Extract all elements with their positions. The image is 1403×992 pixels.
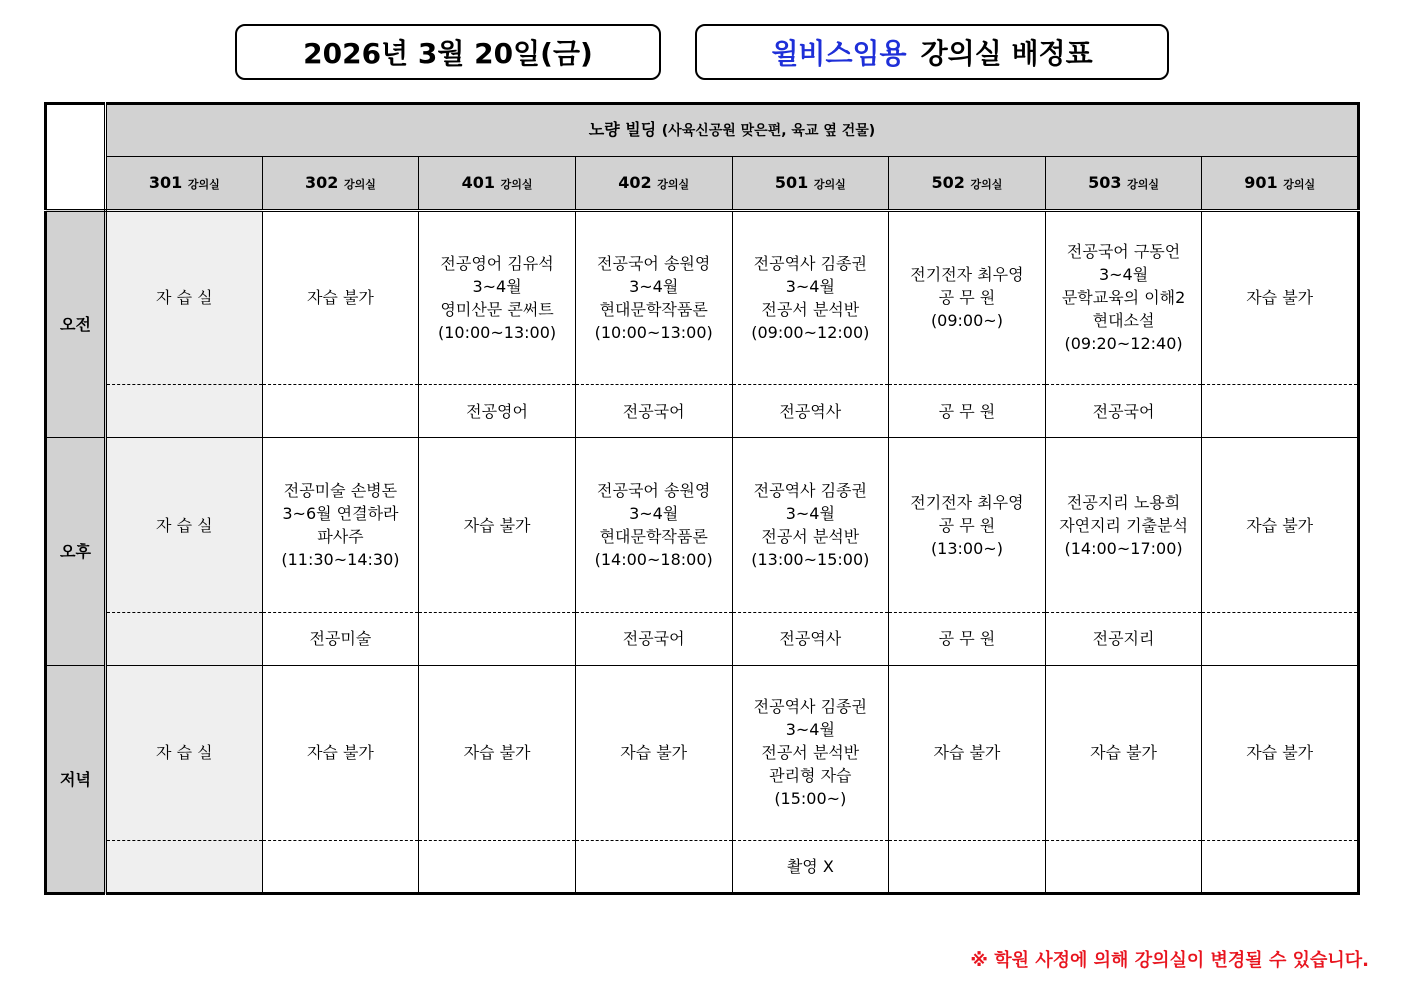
schedule-cell: 전기전자 최우영 공 무 원 (13:00~) bbox=[889, 438, 1046, 612]
schedule-cell: 전공지리 노용희 자연지리 기출분석 (14:00~17:00) bbox=[1045, 438, 1202, 612]
schedule-cell: 전공국어 송원영 3~4월 현대문학작품론 (14:00~18:00) bbox=[575, 438, 732, 612]
room-suffix: 강의실 bbox=[970, 177, 1003, 191]
subject-cell bbox=[106, 612, 263, 665]
subject-cell: 전공역사 bbox=[732, 385, 889, 438]
schedule-cell: 자 습 실 bbox=[106, 210, 263, 384]
building-header bbox=[106, 104, 1359, 157]
subject-cell: 공 무 원 bbox=[889, 385, 1046, 438]
room-suffix: 강의실 bbox=[813, 177, 846, 191]
subject-cell bbox=[106, 385, 263, 438]
room-number: 502 bbox=[931, 172, 965, 192]
subject-cell: 촬영 X bbox=[732, 840, 889, 894]
period-main-row bbox=[46, 210, 1359, 384]
room-suffix: 강의실 bbox=[343, 177, 376, 191]
schedule-cell: 자습 불가 bbox=[1202, 666, 1359, 840]
room-number: 302 bbox=[305, 172, 339, 192]
period-label: 오전 bbox=[46, 210, 106, 438]
schedule-cell: 자습 불가 bbox=[1045, 666, 1202, 840]
building-name: 노량 빌딩 bbox=[588, 120, 657, 140]
schedule-cell: 자습 불가 bbox=[1202, 210, 1359, 384]
schedule-cell: 자습 불가 bbox=[262, 666, 419, 840]
period-label: 오후 bbox=[46, 438, 106, 666]
subject-cell bbox=[1202, 385, 1359, 438]
schedule-cell: 자습 불가 bbox=[262, 210, 419, 384]
room-header-4 bbox=[732, 157, 889, 210]
room-number: 501 bbox=[774, 172, 809, 192]
room-number: 901 bbox=[1244, 172, 1278, 192]
room-suffix: 강의실 bbox=[1127, 177, 1159, 191]
subject-cell: 전공역사 bbox=[732, 612, 889, 665]
room-header-5 bbox=[889, 157, 1046, 210]
brand-name: 윌비스임용 bbox=[771, 37, 907, 70]
subject-cell bbox=[1202, 612, 1359, 665]
schedule-cell: 전공국어 송원영 3~4월 현대문학작품론 (10:00~13:00) bbox=[575, 210, 732, 384]
schedule-cell: 자습 불가 bbox=[1202, 438, 1359, 612]
schedule-cell: 전공역사 김종권 3~4월 전공서 분석반 관리형 자습 (15:00~) bbox=[732, 666, 889, 840]
schedule-cell: 전공역사 김종권 3~4월 전공서 분석반 (09:00~12:00) bbox=[732, 210, 889, 384]
room-header-3 bbox=[575, 157, 732, 210]
subject-cell bbox=[575, 840, 732, 894]
date-title-box bbox=[235, 24, 661, 80]
period-subject-row bbox=[46, 840, 1359, 894]
schedule-date: 2026년 3월 20일(금) bbox=[303, 37, 593, 70]
subject-cell bbox=[419, 840, 576, 894]
room-header-2 bbox=[419, 157, 576, 210]
period-label: 저녁 bbox=[46, 666, 106, 894]
schedule-cell: 자습 불가 bbox=[419, 666, 576, 840]
subject-cell: 전공미술 bbox=[262, 612, 419, 665]
period-subject-row bbox=[46, 612, 1359, 665]
room-header-7 bbox=[1202, 157, 1359, 210]
schedule-cell: 전기전자 최우영 공 무 원 (09:00~) bbox=[889, 210, 1046, 384]
room-number: 503 bbox=[1088, 172, 1122, 192]
schedule-cell: 자 습 실 bbox=[106, 438, 263, 612]
room-header-0 bbox=[106, 157, 263, 210]
subject-cell bbox=[262, 840, 419, 894]
schedule-cell: 전공역사 김종권 3~4월 전공서 분석반 (13:00~15:00) bbox=[732, 438, 889, 612]
subject-cell: 전공국어 bbox=[575, 385, 732, 438]
subject-cell bbox=[262, 385, 419, 438]
subject-cell: 전공지리 bbox=[1045, 612, 1202, 665]
schedule-cell: 전공영어 김유석 3~4월 영미산문 콘써트 (10:00~13:00) bbox=[419, 210, 576, 384]
subject-cell: 전공영어 bbox=[419, 385, 576, 438]
classroom-schedule-table bbox=[44, 102, 1360, 895]
subject-cell: 공 무 원 bbox=[889, 612, 1046, 665]
schedule-cell: 자습 불가 bbox=[575, 666, 732, 840]
footer-note: ※ 학원 사정에 의해 강의실이 변경될 수 있습니다. bbox=[970, 950, 1369, 971]
room-suffix: 강의실 bbox=[187, 177, 220, 191]
document-title-box bbox=[695, 24, 1169, 80]
room-number: 301 bbox=[148, 172, 183, 192]
schedule-cell: 자습 불가 bbox=[889, 666, 1046, 840]
subject-cell bbox=[1202, 840, 1359, 894]
subject-cell bbox=[106, 840, 263, 894]
room-header-row bbox=[46, 157, 1359, 210]
room-suffix: 강의실 bbox=[657, 177, 690, 191]
room-number: 402 bbox=[618, 172, 652, 192]
period-main-row bbox=[46, 666, 1359, 840]
subject-cell: 전공국어 bbox=[1045, 385, 1202, 438]
schedule-cell: 자습 불가 bbox=[419, 438, 576, 612]
subject-cell bbox=[1045, 840, 1202, 894]
schedule-cell: 전공국어 구동언 3~4월 문학교육의 이해2 현대소설 (09:20~12:40) bbox=[1045, 210, 1202, 384]
schedule-cell: 전공미술 손병돈 3~6월 연결하라 파사주 (11:30~14:30) bbox=[262, 438, 419, 612]
room-number: 401 bbox=[461, 172, 496, 192]
table-corner bbox=[46, 104, 106, 211]
subject-cell: 전공국어 bbox=[575, 612, 732, 665]
building-detail: (사육신공원 맞은편, 육교 옆 건물) bbox=[661, 123, 876, 140]
room-suffix: 강의실 bbox=[500, 177, 533, 191]
room-header-1 bbox=[262, 157, 419, 210]
schedule-cell: 자 습 실 bbox=[106, 666, 263, 840]
period-main-row bbox=[46, 438, 1359, 612]
subject-cell bbox=[889, 840, 1046, 894]
subject-cell bbox=[419, 612, 576, 665]
room-header-6 bbox=[1045, 157, 1202, 210]
document-title: 강의실 배정표 bbox=[920, 37, 1093, 70]
room-suffix: 강의실 bbox=[1283, 177, 1316, 191]
period-subject-row bbox=[46, 385, 1359, 438]
